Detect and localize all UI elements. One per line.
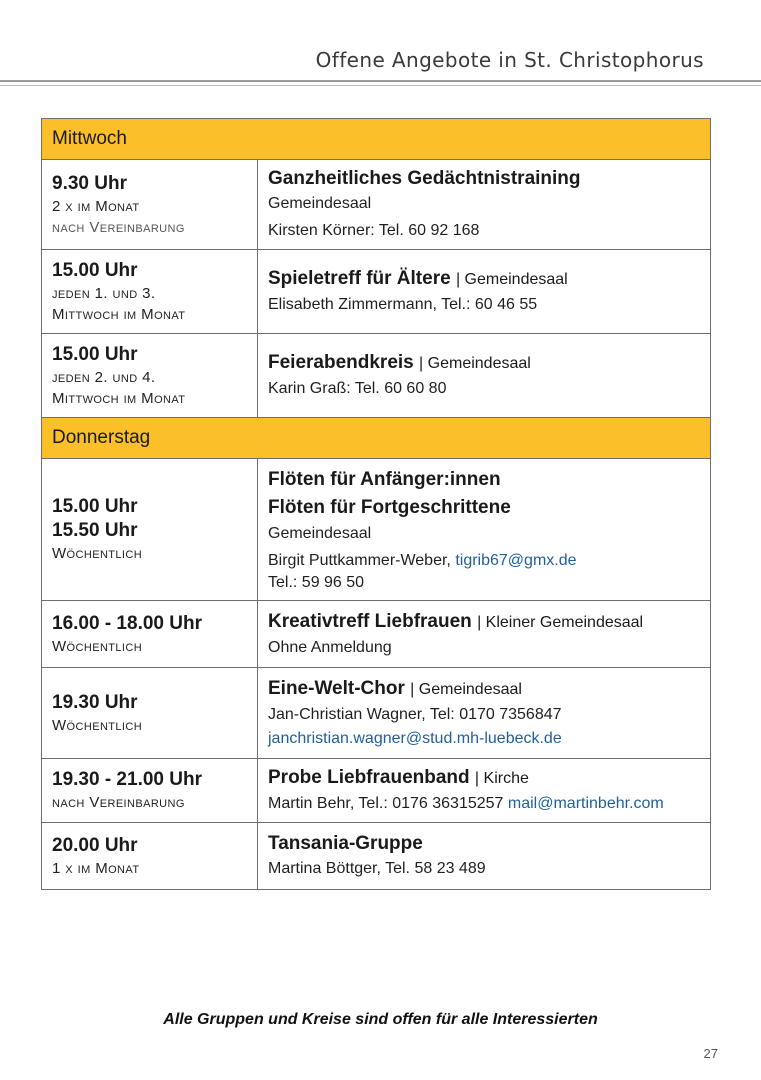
activity-title: Spieletreff für Ältere — [268, 268, 451, 289]
time-cell — [42, 459, 258, 601]
day-header-mittwoch: Mittwoch — [42, 119, 711, 160]
time-text: 9.30 Uhr — [52, 172, 127, 194]
phone-text: Tel.: 59 96 50 — [268, 574, 365, 591]
contact-text: Jan-Christian Wagner, Tel: 0170 7356847 — [268, 705, 562, 723]
footer-note: Alle Gruppen und Kreise sind offen für alle Interessierten — [163, 1011, 598, 1028]
frequency-text: nach Vereinbarung — [52, 794, 185, 811]
table-row — [42, 334, 711, 418]
contact-text: Ohne Anmeldung — [268, 638, 392, 656]
time-cell — [42, 334, 258, 418]
email-link[interactable]: tigrib67@gmx.de — [455, 552, 577, 569]
table-row — [42, 601, 711, 668]
schedule-table — [41, 118, 711, 890]
table-row — [42, 668, 711, 759]
location-text: Gemeindesaal — [268, 195, 372, 212]
time-text: 20.00 Uhr — [52, 834, 138, 856]
contact-text: Martin Behr, Tel.: 0176 36315257 — [268, 795, 504, 812]
location-text: Gemeindesaal — [464, 271, 568, 288]
activity-cell — [258, 823, 711, 890]
frequency-text: Mittwoch im Monat — [52, 389, 186, 407]
activity-cell: Probe Liebfrauenband | Kirche Martin Behr, Tel.: 0176 36315257 mail@martinbehr.com — [258, 759, 711, 823]
contact-text: Martina Böttger, Tel. 58 23 489 — [268, 860, 486, 877]
location-text: Gemeindesaal — [268, 525, 372, 542]
location-text: Gemeindesaal — [427, 355, 531, 372]
activity-cell — [258, 160, 711, 250]
header-rule-thin — [0, 85, 761, 86]
time-cell — [42, 250, 258, 334]
time-cell — [42, 668, 258, 759]
email-link[interactable]: janchristian.wagner@stud.mh-luebeck.de — [268, 729, 562, 747]
contact-text: Elisabeth Zimmermann, Tel.: 60 46 55 — [268, 296, 538, 313]
time-cell — [42, 759, 258, 823]
time-text: 15.00 Uhr — [52, 343, 138, 365]
day-header-donnerstag: Donnerstag — [42, 418, 711, 459]
frequency-text: Wöchentlich — [52, 545, 143, 562]
table-row — [42, 160, 711, 250]
activity-cell: Kreativtreff Liebfrauen | Kleiner Gemeindesaal Ohne Anmeldung — [258, 601, 711, 668]
table-row — [42, 759, 711, 823]
activity-title: Tansania-Gruppe — [268, 833, 423, 854]
location-text: Kleiner Gemeindesaal — [485, 613, 644, 631]
activity-title: Kreativtreff Liebfrauen — [268, 610, 472, 632]
frequency-text: jeden 2. und 4. — [52, 368, 156, 386]
frequency-text: Mittwoch im Monat — [52, 305, 186, 323]
page-header-title: Offene Angebote in St. Christophorus — [315, 48, 704, 72]
frequency-text: Wöchentlich — [52, 637, 143, 655]
activity-cell — [258, 459, 711, 601]
time-text: 15.00 Uhr — [52, 496, 138, 517]
day-header-row — [42, 119, 711, 160]
time-text: 19.30 Uhr — [52, 691, 138, 713]
frequency-text: jeden 1. und 3. — [52, 284, 156, 302]
contact-text: Karin Graß: Tel. 60 60 80 — [268, 380, 447, 397]
activity-cell: Eine-Welt-Chor | Gemeindesaal Jan-Christian Wagner, Tel: 0170 7356847 janchristian.wagner@stud.mh-luebeck.de — [258, 668, 711, 759]
frequency-text: 2 x im Monat — [52, 197, 140, 215]
activity-title: Feierabendkreis — [268, 352, 414, 373]
time-cell — [42, 601, 258, 668]
table-row — [42, 250, 711, 334]
frequency-text: nach Vereinbarung — [52, 218, 185, 236]
activity-title: Eine-Welt-Chor — [268, 677, 405, 699]
table-row — [42, 459, 711, 601]
time-text: 15.50 Uhr — [52, 520, 138, 541]
contact-text: Birgit Puttkammer-Weber, — [268, 552, 451, 569]
time-text: 19.30 - 21.00 Uhr — [52, 769, 202, 790]
location-text: Gemeindesaal — [418, 680, 522, 698]
activity-cell: Spieletreff für Ältere | Gemeindesaal Elisabeth Zimmermann, Tel.: 60 46 55 — [258, 250, 711, 334]
location-text: Kirche — [483, 770, 529, 787]
frequency-text: 1 x im Monat — [52, 859, 140, 877]
table-row — [42, 823, 711, 890]
contact-text: Kirsten Körner: Tel. 60 92 168 — [268, 222, 480, 239]
activity-title: Probe Liebfrauenband — [268, 767, 470, 788]
activity-cell: Feierabendkreis | Gemeindesaal Karin Graß: Tel. 60 60 80 — [258, 334, 711, 418]
page-number: 27 — [703, 1046, 718, 1061]
time-cell — [42, 823, 258, 890]
activity-title: Flöten für Fortgeschrittene — [268, 497, 511, 518]
time-cell — [42, 160, 258, 250]
day-header-row — [42, 418, 711, 459]
activity-title: Ganzheitliches Gedächtnistraining — [268, 168, 581, 189]
email-link[interactable]: mail@martinbehr.com — [507, 795, 664, 812]
activity-title: Flöten für Anfänger:innen — [268, 469, 501, 490]
header-rule — [0, 80, 761, 82]
time-text: 15.00 Uhr — [52, 259, 138, 281]
time-text: 16.00 - 18.00 Uhr — [52, 612, 202, 634]
frequency-text: Wöchentlich — [52, 716, 143, 734]
